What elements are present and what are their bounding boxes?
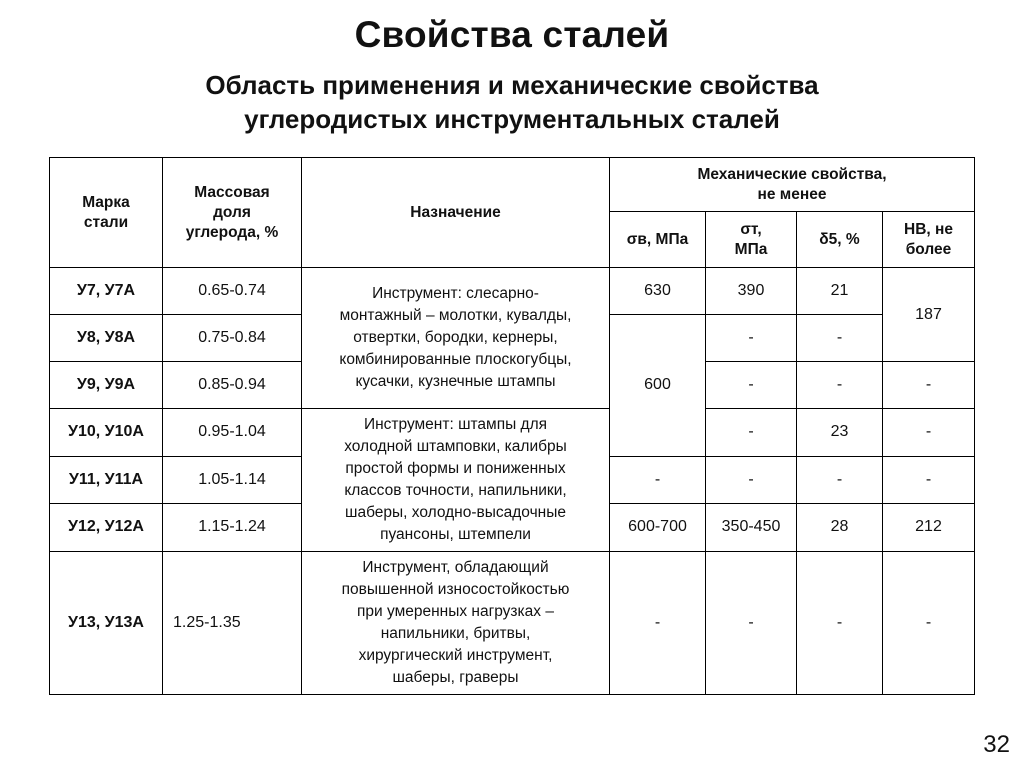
hb-cell: - xyxy=(883,409,975,456)
sigma-t-cell: - xyxy=(706,409,797,456)
header-purpose: Назначение xyxy=(302,158,610,268)
header-row xyxy=(50,158,975,212)
hb-cell: - xyxy=(883,456,975,503)
table-row xyxy=(50,268,975,315)
hb-cell: 212 xyxy=(883,503,975,551)
sigma-t-cell: 390 xyxy=(706,268,797,315)
delta5-cell: 21 xyxy=(797,268,883,315)
slide-subtitle xyxy=(0,68,1024,136)
delta5-cell: - xyxy=(797,456,883,503)
sigma-b-cell: 600-700 xyxy=(610,503,706,551)
sigma-t-cell: - xyxy=(706,456,797,503)
grade-cell: У13, У13А xyxy=(50,551,163,694)
sigma-t-cell: - xyxy=(706,551,797,694)
delta5-cell: 28 xyxy=(797,503,883,551)
hb-cell: 187 xyxy=(883,268,975,362)
grade-cell: У8, У8А xyxy=(50,315,163,362)
purpose-cell: Инструмент: штампы для холодной штамповки, калибры простой формы и пониженных классов точности, напильники, шаберы, холодно-высадочные пуансоны, штемпели xyxy=(302,409,610,551)
purpose-cell: Инструмент: слесарно- монтажный – молотки, кувалды, отвертки, бородки, кернеры, комбинированные плоскогубцы, кусачки, кузнечные штампы xyxy=(302,268,610,409)
carbon-cell: 0.85-0.94 xyxy=(163,362,302,409)
hb-cell: - xyxy=(883,551,975,694)
carbon-cell: 0.75-0.84 xyxy=(163,315,302,362)
sigma-b-cell: - xyxy=(610,551,706,694)
header-delta5: δ5, % xyxy=(797,212,883,268)
hb-cell: - xyxy=(883,362,975,409)
carbon-cell: 1.05-1.14 xyxy=(163,456,302,503)
delta5-cell: 23 xyxy=(797,409,883,456)
grade-cell: У7, У7А xyxy=(50,268,163,315)
delta5-cell: - xyxy=(797,551,883,694)
subtitle-line: Область применения и механические свойства xyxy=(205,70,819,100)
slide-title: Свойства сталей xyxy=(354,14,670,55)
carbon-cell: 0.65-0.74 xyxy=(163,268,302,315)
carbon-cell: 1.15-1.24 xyxy=(163,503,302,551)
header-hb: HB, не более xyxy=(883,212,975,268)
table-row xyxy=(50,409,975,456)
steel-properties-table xyxy=(49,157,975,695)
sigma-b-cell: - xyxy=(610,456,706,503)
grade-cell: У12, У12А xyxy=(50,503,163,551)
carbon-cell: 0.95-1.04 xyxy=(163,409,302,456)
sigma-b-cell: 630 xyxy=(610,268,706,315)
grade-cell: У10, У10А xyxy=(50,409,163,456)
carbon-cell: 1.25-1.35 xyxy=(163,551,302,694)
sigma-b-cell: 600 xyxy=(610,315,706,456)
sigma-t-cell: - xyxy=(706,362,797,409)
grade-cell: У11, У11А xyxy=(50,456,163,503)
header-mechanical: Механические свойства, не менее xyxy=(610,158,975,212)
table-row xyxy=(50,551,975,694)
purpose-cell: Инструмент, обладающий повышенной износостойкостью при умеренных нагрузках – напильники, бритвы, хирургический инструмент, шаберы, граверы xyxy=(302,551,610,694)
header-carbon: Массовая доля углерода, % xyxy=(163,158,302,268)
subtitle-line: углеродистых инструментальных сталей xyxy=(244,104,780,134)
sigma-t-cell: 350-450 xyxy=(706,503,797,551)
header-grade: Марка стали xyxy=(50,158,163,268)
sigma-t-cell: - xyxy=(706,315,797,362)
grade-cell: У9, У9А xyxy=(50,362,163,409)
delta5-cell: - xyxy=(797,315,883,362)
header-sigma-b: σв, МПа xyxy=(610,212,706,268)
page-number: 32 xyxy=(983,731,1010,758)
header-sigma-t: σт, МПа xyxy=(706,212,797,268)
delta5-cell: - xyxy=(797,362,883,409)
